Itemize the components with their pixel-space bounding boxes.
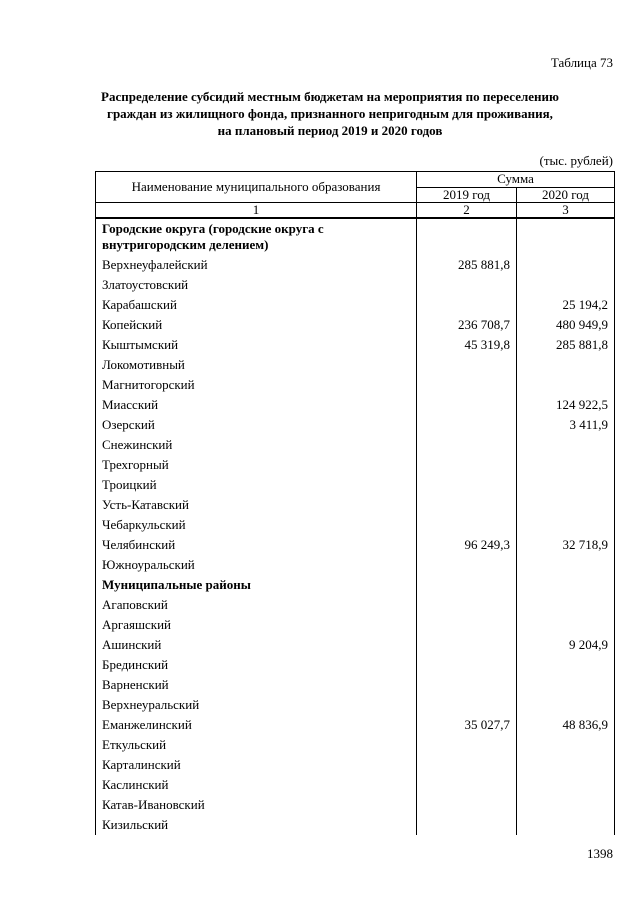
amount-2020	[517, 555, 615, 575]
amount-2019	[417, 515, 517, 535]
table-row	[96, 535, 615, 555]
municipality-name: Копейский	[96, 315, 417, 335]
municipality-name: Варненский	[96, 675, 417, 695]
table-row	[96, 455, 615, 475]
amount-2020: 480 949,9	[517, 315, 615, 335]
amount-2019	[417, 275, 517, 295]
amount-2020: 3 411,9	[517, 415, 615, 435]
table-row	[96, 435, 615, 455]
table-row	[96, 355, 615, 375]
municipality-name: Локомотивный	[96, 355, 417, 375]
municipality-name: Катав-Ивановский	[96, 795, 417, 815]
amount-2019	[417, 575, 517, 595]
municipality-name: Челябинский	[96, 535, 417, 555]
municipality-name: Агаповский	[96, 595, 417, 615]
table-row	[96, 415, 615, 435]
amount-2020	[517, 435, 615, 455]
table-number: Таблица 73	[550, 55, 613, 70]
municipality-name: Озерский	[96, 415, 417, 435]
amount-2020	[517, 675, 615, 695]
amount-2020	[517, 218, 615, 255]
municipality-name: Верхнеуфалейский	[96, 255, 417, 275]
table-row	[96, 795, 615, 815]
subsidy-table	[95, 171, 615, 835]
table-row	[96, 255, 615, 275]
table-row	[96, 735, 615, 755]
municipality-name: Карабашский	[96, 295, 417, 315]
amount-2019	[417, 375, 517, 395]
amount-2020	[517, 515, 615, 535]
municipality-name: Трехгорный	[96, 455, 417, 475]
amount-2019: 45 319,8	[417, 335, 517, 355]
amount-2019	[417, 475, 517, 495]
municipality-name: Каслинский	[96, 775, 417, 795]
table-row	[96, 555, 615, 575]
amount-2019	[417, 595, 517, 615]
municipality-name: Чебаркульский	[96, 515, 417, 535]
amount-2020	[517, 575, 615, 595]
amount-2020	[517, 455, 615, 475]
table-row	[96, 515, 615, 535]
amount-2019	[417, 555, 517, 575]
amount-2019	[417, 675, 517, 695]
amount-2019	[417, 395, 517, 415]
amount-2020	[517, 475, 615, 495]
amount-2019	[417, 655, 517, 675]
amount-2020	[517, 655, 615, 675]
column-number-2: 2	[417, 203, 517, 219]
amount-2019: 96 249,3	[417, 535, 517, 555]
municipality-name: Кыштымский	[96, 335, 417, 355]
document-title	[60, 88, 600, 139]
amount-2020: 25 194,2	[517, 295, 615, 315]
amount-2019	[417, 435, 517, 455]
amount-2019	[417, 735, 517, 755]
municipality-name: Аргаяшский	[96, 615, 417, 635]
units-note: (тыс. рублей)	[539, 153, 613, 168]
municipality-name: Брединский	[96, 655, 417, 675]
header-municipality: Наименование муниципального образования	[96, 172, 417, 203]
amount-2019	[417, 495, 517, 515]
municipality-name: Снежинский	[96, 435, 417, 455]
amount-2020	[517, 495, 615, 515]
table-row	[96, 715, 615, 735]
table-row	[96, 295, 615, 315]
amount-2019: 285 881,8	[417, 255, 517, 275]
municipality-name: Магнитогорский	[96, 375, 417, 395]
group-row	[96, 575, 615, 595]
column-number-1: 1	[96, 203, 417, 219]
municipality-name: Усть-Катавский	[96, 495, 417, 515]
table-row	[96, 375, 615, 395]
table-row	[96, 335, 615, 355]
table-row	[96, 495, 615, 515]
page-number: 1398	[587, 846, 613, 861]
amount-2019	[417, 795, 517, 815]
amount-2020	[517, 755, 615, 775]
amount-2020: 285 881,8	[517, 335, 615, 355]
table-row	[96, 655, 615, 675]
municipality-name: Златоустовский	[96, 275, 417, 295]
table-body	[96, 218, 615, 835]
amount-2019	[417, 815, 517, 835]
amount-2020	[517, 595, 615, 615]
amount-2020: 9 204,9	[517, 635, 615, 655]
table-row	[96, 775, 615, 795]
municipality-name: Миасский	[96, 395, 417, 415]
title-line: Распределение субсидий местным бюджетам на мероприятия по переселению	[101, 89, 559, 104]
amount-2019	[417, 415, 517, 435]
table-row	[96, 695, 615, 715]
header-2020: 2020 год	[517, 187, 615, 203]
amount-2020	[517, 275, 615, 295]
table-row	[96, 475, 615, 495]
amount-2020	[517, 355, 615, 375]
table-row	[96, 395, 615, 415]
table-row	[96, 615, 615, 635]
amount-2019	[417, 615, 517, 635]
municipality-name: Карталинский	[96, 755, 417, 775]
amount-2019	[417, 295, 517, 315]
municipality-name: Еманжелинский	[96, 715, 417, 735]
header-2019: 2019 год	[417, 187, 517, 203]
municipality-name: Верхнеуральский	[96, 695, 417, 715]
table-row	[96, 635, 615, 655]
group-row	[96, 218, 615, 255]
amount-2019	[417, 355, 517, 375]
municipality-name: Троицкий	[96, 475, 417, 495]
column-number-3: 3	[517, 203, 615, 219]
table-row	[96, 315, 615, 335]
municipality-name: Городские округа (городские округа с внутригородским делением)	[96, 218, 417, 255]
amount-2019	[417, 755, 517, 775]
table-row	[96, 815, 615, 835]
title-line: на плановый период 2019 и 2020 годов	[217, 123, 443, 138]
amount-2020: 32 718,9	[517, 535, 615, 555]
amount-2020	[517, 255, 615, 275]
municipality-name: Ашинский	[96, 635, 417, 655]
table-row	[96, 755, 615, 775]
amount-2019: 35 027,7	[417, 715, 517, 735]
amount-2020	[517, 815, 615, 835]
municipality-name: Еткульский	[96, 735, 417, 755]
amount-2020	[517, 695, 615, 715]
amount-2020	[517, 615, 615, 635]
municipality-name: Южноуральский	[96, 555, 417, 575]
municipality-name: Кизильский	[96, 815, 417, 835]
amount-2020	[517, 375, 615, 395]
amount-2020	[517, 775, 615, 795]
amount-2019	[417, 635, 517, 655]
amount-2020	[517, 795, 615, 815]
amount-2019	[417, 775, 517, 795]
table-row	[96, 275, 615, 295]
amount-2019	[417, 218, 517, 255]
title-line: граждан из жилищного фонда, признанного непригодным для проживания,	[107, 106, 553, 121]
amount-2020	[517, 735, 615, 755]
table-header	[96, 172, 615, 219]
amount-2020: 124 922,5	[517, 395, 615, 415]
table-row	[96, 675, 615, 695]
amount-2020: 48 836,9	[517, 715, 615, 735]
amount-2019: 236 708,7	[417, 315, 517, 335]
municipality-name: Муниципальные районы	[96, 575, 417, 595]
header-sum: Сумма	[417, 172, 615, 188]
table-row	[96, 595, 615, 615]
amount-2019	[417, 695, 517, 715]
amount-2019	[417, 455, 517, 475]
